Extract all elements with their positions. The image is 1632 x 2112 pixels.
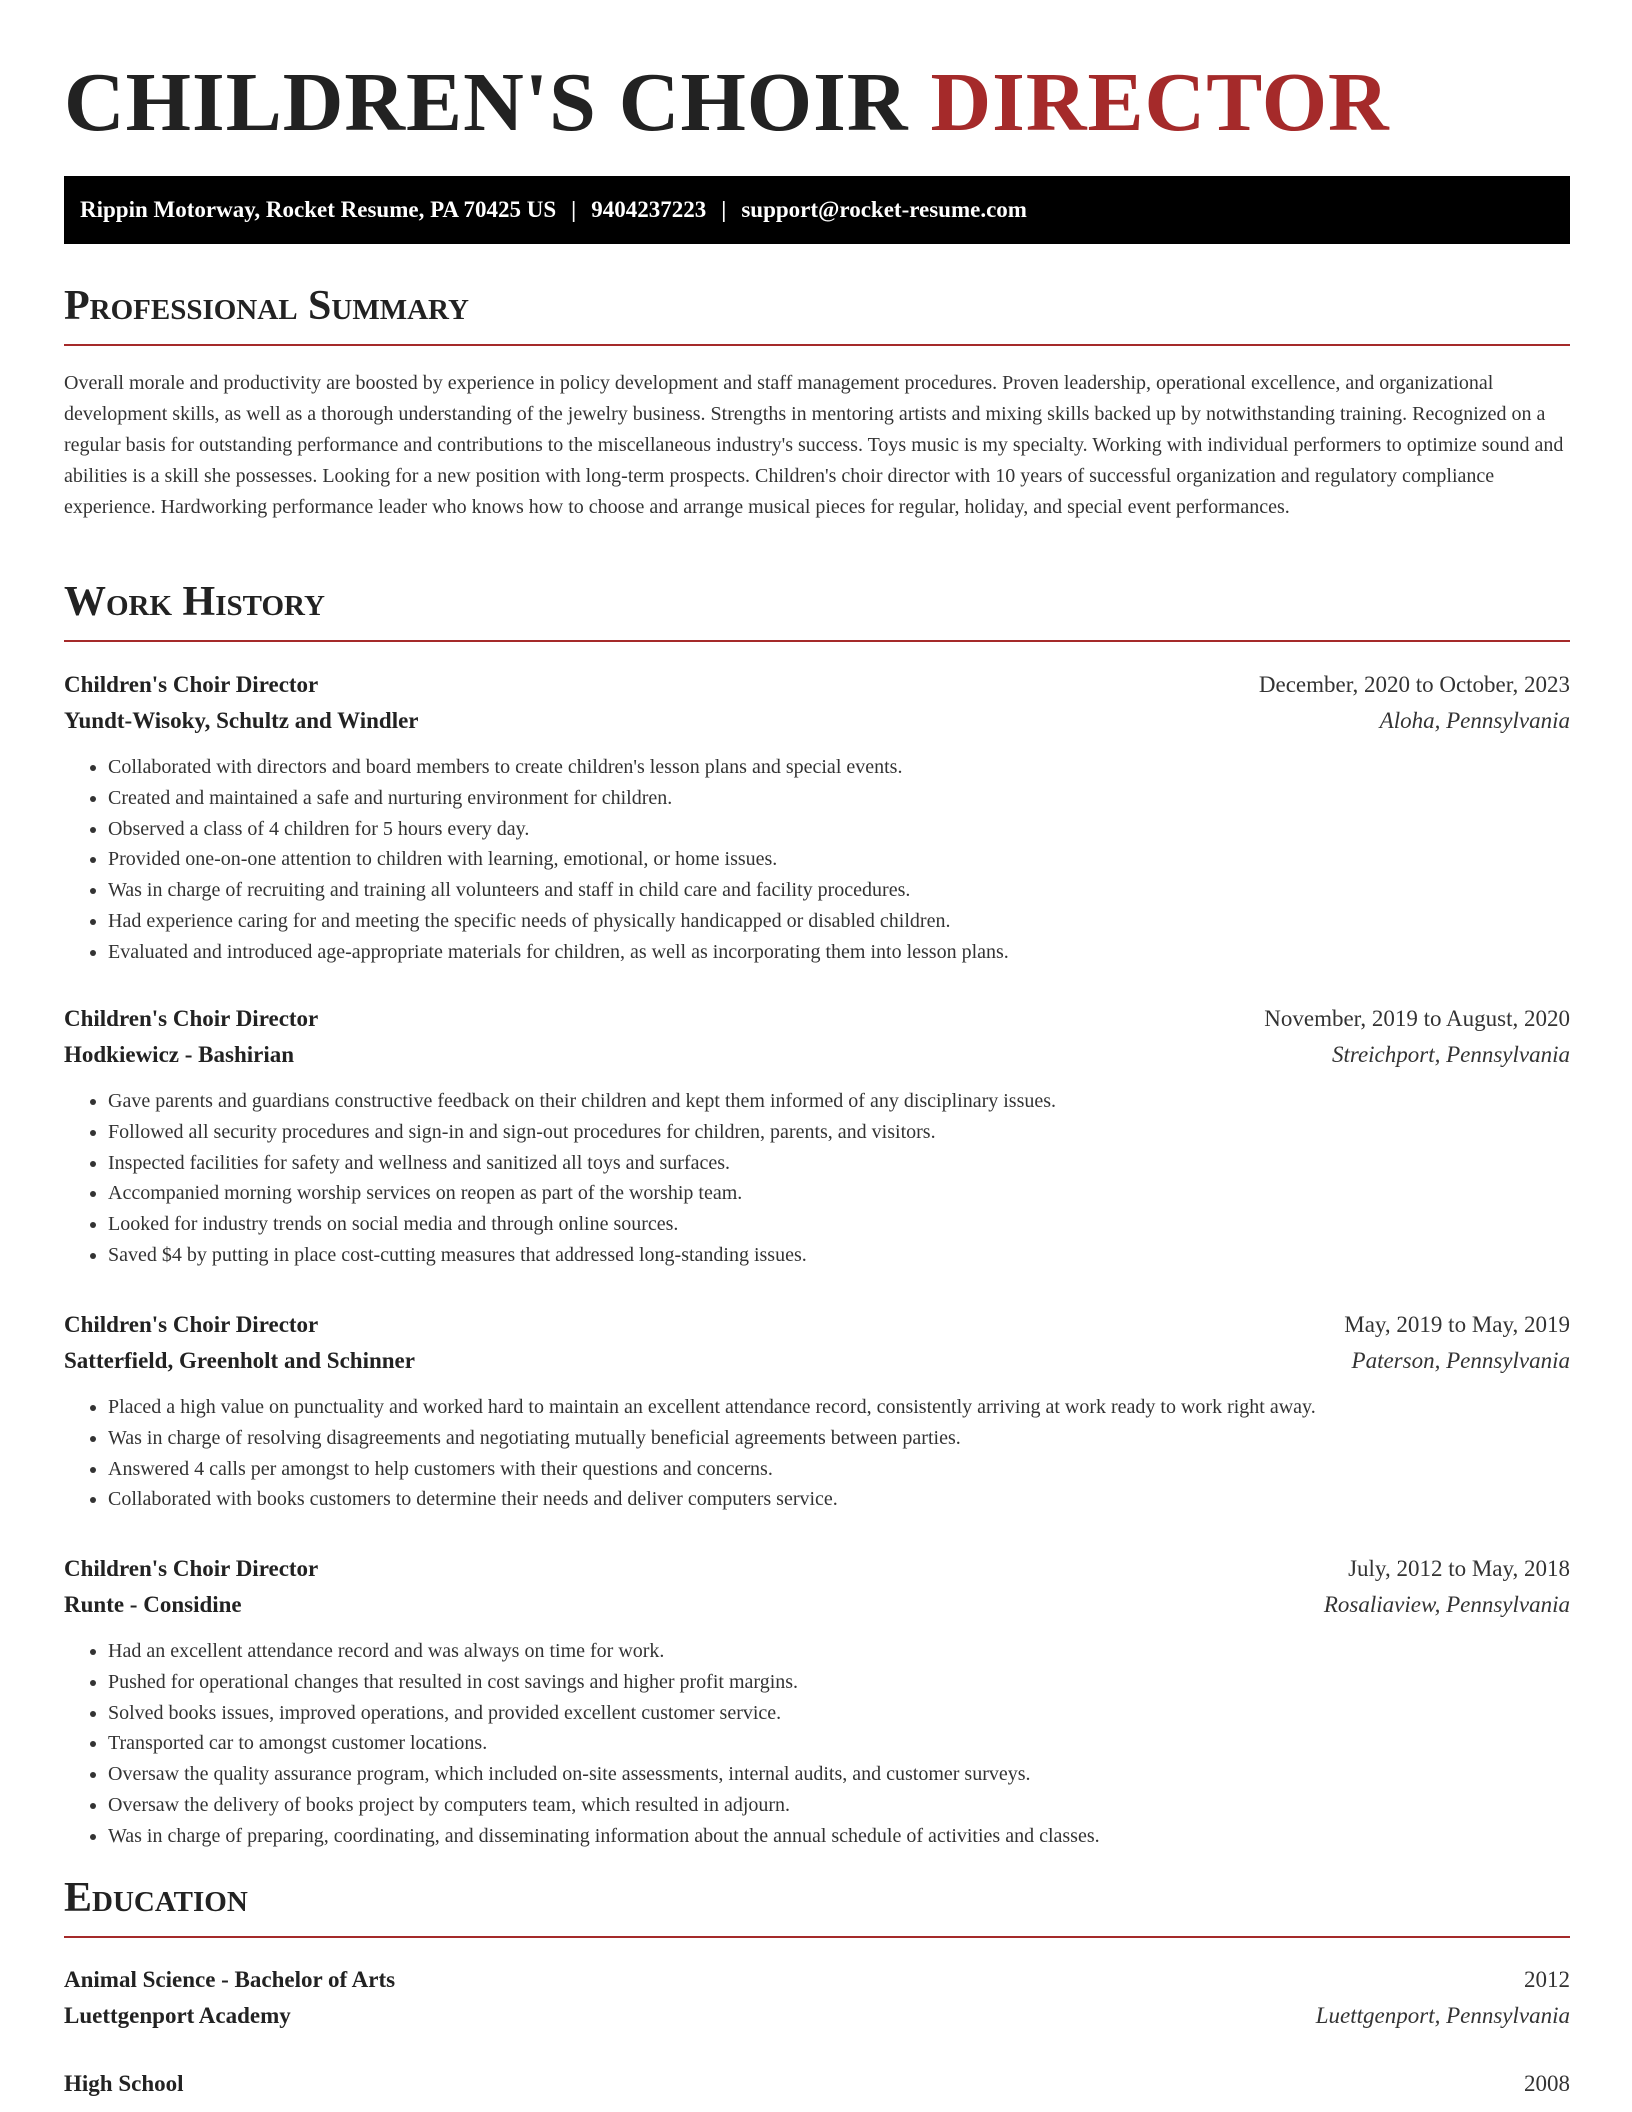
job-bullet: • Observed a class of 4 children for 5 hours every day.: [108, 814, 1570, 845]
job-entry: [64, 1551, 1570, 1852]
job-location: Rosaliaview, Pennsylvania: [1323, 1592, 1570, 1617]
job-bullet: • Pushed for operational changes that resulted in cost savings and higher profit margins.: [108, 1667, 1570, 1698]
job-bullet: • Evaluated and introduced age-appropriate materials for children, as well as incorporating them into lesson plans.: [108, 937, 1570, 968]
job-entry: [64, 1307, 1570, 1515]
job-header-row: [64, 1551, 1570, 1587]
education-degree: High School: [64, 2071, 184, 2096]
job-company: Satterfield, Greenholt and Schinner: [64, 1348, 415, 1373]
summary-heading: Professional Summary: [64, 282, 1570, 346]
education-degree-row: [64, 1962, 1570, 1998]
job-bullet: • Saved $4 by putting in place cost-cutting measures that addressed long-standing issues.: [108, 1240, 1570, 1271]
job-bullet-list: [64, 752, 1570, 968]
job-bullet: • Collaborated with books customers to determine their needs and deliver computers service.: [108, 1484, 1570, 1515]
job-title: Children's Choir Director: [64, 672, 319, 697]
job-dates: November, 2019 to August, 2020: [1264, 1006, 1570, 1031]
summary-text: Overall morale and productivity are boosted by experience in policy development and staff management procedures. Proven leadership, operational excellence, and organizational development skills, as well as a thorough understanding of the jewelry business. Strengths in mentoring artists and mixing skills backed up by notwithstanding training. Recognized on a regular basis for outstanding performance and contributions to the miscellaneous industry's success. Toys music is my specialty. Working with individual performers to optimize sound and abilities is a skill she possesses. Looking for a new position with long-term prospects. Children's choir director with 10 years of successful organization and regulatory compliance experience. Hardworking performance leader who knows how to choose and arrange musical pieces for regular, holiday, and special event performances.: [64, 372, 1564, 518]
education-school: Luettgenport Academy: [64, 2003, 291, 2028]
job-bullet-list: [64, 1636, 1570, 1852]
contact-address: Rippin Motorway, Rocket Resume, PA 70425 US: [80, 197, 557, 222]
job-company: Hodkiewicz - Bashirian: [64, 1042, 295, 1067]
job-header-row: [64, 667, 1570, 703]
job-bullet: • Provided one-on-one attention to children with learning, emotional, or home issues.: [108, 844, 1570, 875]
job-entry: [64, 1001, 1570, 1271]
job-bullet: • Answered 4 calls per amongst to help customers with their questions and concerns.: [108, 1454, 1570, 1485]
job-header-row: [64, 1307, 1570, 1343]
resume-page: [64, 0, 1570, 2096]
work-history-heading: Work History: [64, 578, 1570, 642]
job-company-row: [64, 703, 1570, 739]
job-bullet: • Collaborated with directors and board members to create children's lesson plans and special events.: [108, 752, 1570, 783]
contact-phone: 9404237223: [591, 197, 707, 222]
job-bullet: • Followed all security procedures and sign-in and sign-out procedures for children, parents, and visitors.: [108, 1117, 1570, 1148]
job-bullet: • Was in charge of preparing, coordinating, and disseminating information about the annual schedule of activities and classes.: [108, 1821, 1570, 1852]
job-bullet: • Created and maintained a safe and nurturing environment for children.: [108, 783, 1570, 814]
job-bullet: • Had an excellent attendance record and was always on time for work.: [108, 1636, 1570, 1667]
job-company-row: [64, 1587, 1570, 1623]
job-title: Children's Choir Director: [64, 1556, 319, 1581]
contact-email: support@rocket-resume.com: [741, 197, 1027, 222]
job-dates: December, 2020 to October, 2023: [1258, 672, 1570, 697]
job-bullet: • Transported car to amongst customer locations.: [108, 1728, 1570, 1759]
contact-bar: [64, 176, 1570, 244]
job-company: Runte - Considine: [64, 1592, 242, 1617]
education-degree-row: [64, 2066, 1570, 2102]
job-location: Streichport, Pennsylvania: [1331, 1042, 1570, 1067]
job-bullet: • Placed a high value on punctuality and worked hard to maintain an excellent attendance record, consistently arriving at work ready to work right away.: [108, 1392, 1570, 1423]
job-title: Children's Choir Director: [64, 1312, 319, 1337]
job-company-row: [64, 1037, 1570, 1073]
job-bullet: • Was in charge of recruiting and training all volunteers and staff in child care and facility procedures.: [108, 875, 1570, 906]
job-dates: May, 2019 to May, 2019: [1344, 1312, 1570, 1337]
education-location: Luettgenport, Pennsylvania: [1315, 2003, 1570, 2028]
job-bullet: • Oversaw the delivery of books project by computers team, which resulted in adjourn.: [108, 1790, 1570, 1821]
education-year: 2008: [1524, 2071, 1570, 2096]
title-accent: DIRECTOR: [930, 56, 1390, 149]
job-bullet: • Was in charge of resolving disagreements and negotiating mutually beneficial agreements between parties.: [108, 1423, 1570, 1454]
job-bullet: • Solved books issues, improved operations, and provided excellent customer service.: [108, 1698, 1570, 1729]
contact-separator: |: [721, 197, 727, 222]
education-entry: [64, 2066, 1570, 2102]
job-bullet: • Accompanied morning worship services on reopen as part of the worship team.: [108, 1178, 1570, 1209]
job-bullet: • Had experience caring for and meeting the specific needs of physically handicapped or disabled children.: [108, 906, 1570, 937]
education-heading: Education: [64, 1874, 1570, 1938]
job-bullet: • Gave parents and guardians constructive feedback on their children and kept them informed of any disciplinary issues.: [108, 1086, 1570, 1117]
education-entry: [64, 1962, 1570, 2034]
contact-separator: |: [571, 197, 577, 222]
job-entry: [64, 667, 1570, 968]
job-title: Children's Choir Director: [64, 1006, 319, 1031]
job-bullet: • Inspected facilities for safety and wellness and sanitized all toys and surfaces.: [108, 1148, 1570, 1179]
job-bullet-list: [64, 1086, 1570, 1271]
job-location: Aloha, Pennsylvania: [1379, 708, 1570, 733]
job-bullet: • Oversaw the quality assurance program, which included on-site assessments, internal audits, and customer surveys.: [108, 1759, 1570, 1790]
job-bullet: • Looked for industry trends on social media and through online sources.: [108, 1209, 1570, 1240]
page-title: [64, 0, 1570, 156]
education-year: 2012: [1524, 1967, 1570, 1992]
education-school-row: [64, 1998, 1570, 2034]
job-header-row: [64, 1001, 1570, 1037]
job-dates: July, 2012 to May, 2018: [1348, 1556, 1570, 1581]
job-bullet-list: [64, 1392, 1570, 1515]
education-degree: Animal Science - Bachelor of Arts: [64, 1967, 396, 1992]
job-company-row: [64, 1343, 1570, 1379]
job-company: Yundt-Wisoky, Schultz and Windler: [64, 708, 419, 733]
job-location: Paterson, Pennsylvania: [1351, 1348, 1570, 1373]
title-main: CHILDREN'S CHOIR: [64, 56, 931, 149]
